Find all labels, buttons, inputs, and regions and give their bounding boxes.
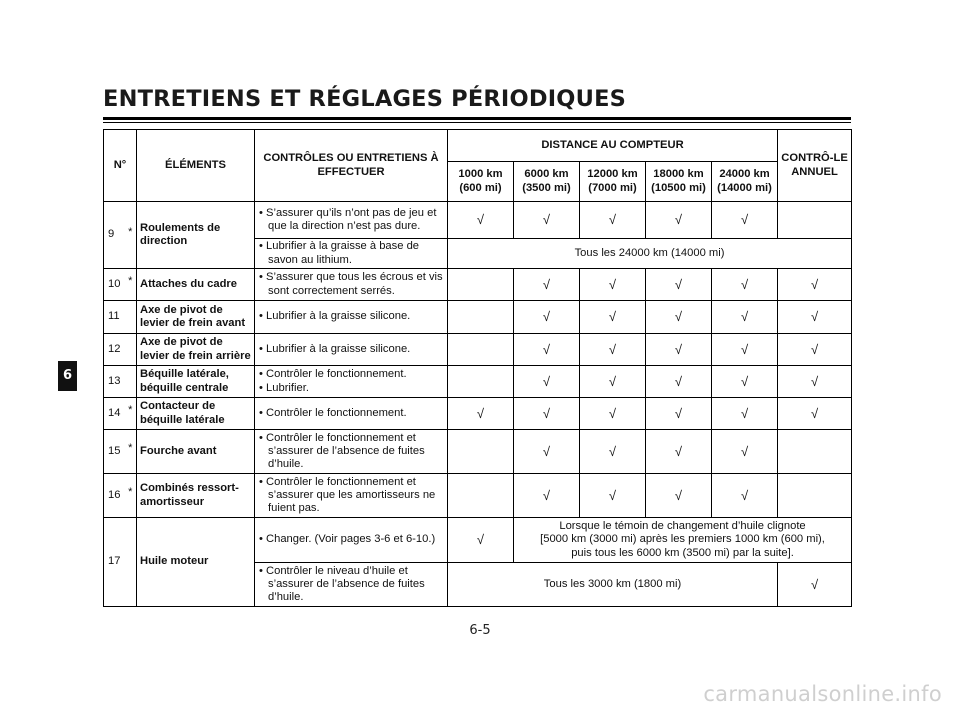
action-text: • Contrôler le fonctionnement et s’assurer de l’absence de fuites d’huile. <box>255 430 448 474</box>
check-mark: √ <box>514 334 580 366</box>
check-mark: √ <box>514 398 580 430</box>
empty-cell <box>448 430 514 474</box>
item-number: 13 <box>104 366 125 398</box>
header-distance: DISTANCE AU COMPTEUR <box>448 130 778 162</box>
header-km3: 12000 km (7000 mi) <box>580 162 646 202</box>
header-elements: ÉLÉMENTS <box>137 130 255 202</box>
header-number: N° <box>104 130 137 202</box>
element-label: Béquille latérale, béquille centrale <box>137 366 255 398</box>
table-row <box>104 301 852 334</box>
empty-cell <box>448 301 514 334</box>
check-mark: √ <box>778 301 852 334</box>
element-label: Contacteur de béquille latérale <box>137 398 255 430</box>
item-number: 9 <box>104 202 125 269</box>
check-mark: √ <box>778 563 852 607</box>
element-label: Axe de pivot de levier de frein avant <box>137 301 255 334</box>
action-text: • Contrôler le fonctionnement. <box>255 398 448 430</box>
asterisk-mark: * <box>125 269 137 301</box>
action-text: • Changer. (Voir pages 3-6 et 6-10.) <box>255 518 448 563</box>
check-mark: √ <box>712 202 778 239</box>
check-mark: √ <box>646 398 712 430</box>
action-text: • S’assurer qu’ils n’ont pas de jeu et que la direction n’est pas dure. <box>255 202 448 239</box>
element-label: Combinés ressort-amortisseur <box>137 474 255 518</box>
item-number: 11 <box>104 301 125 334</box>
check-mark: √ <box>712 301 778 334</box>
header-controls: CONTRÔLES OU ENTRETIENS À EFFECTUER <box>255 130 448 202</box>
item-number: 14 <box>104 398 125 430</box>
table-row <box>104 269 852 301</box>
element-label: Huile moteur <box>137 518 255 607</box>
check-mark: √ <box>646 202 712 239</box>
empty-cell <box>778 430 852 474</box>
check-mark: √ <box>514 301 580 334</box>
table-row <box>104 474 852 518</box>
asterisk-mark <box>125 301 137 334</box>
check-mark: √ <box>514 269 580 301</box>
check-mark: √ <box>712 430 778 474</box>
check-mark: √ <box>646 366 712 398</box>
element-label: Axe de pivot de levier de frein arrière <box>137 334 255 366</box>
action-text: • Contrôler le fonctionnement. • Lubrifier. <box>255 366 448 398</box>
empty-cell <box>448 474 514 518</box>
asterisk-mark <box>125 334 137 366</box>
header-km5: 24000 km (14000 mi) <box>712 162 778 202</box>
asterisk-mark: * <box>125 430 137 474</box>
item-number: 17 <box>104 518 125 607</box>
interval-text: Tous les 3000 km (1800 mi) <box>448 563 778 607</box>
check-mark: √ <box>514 202 580 239</box>
table-row <box>104 366 852 398</box>
element-label: Fourche avant <box>137 430 255 474</box>
check-mark: √ <box>712 334 778 366</box>
check-mark: √ <box>778 334 852 366</box>
interval-text: Lorsque le témoin de changement d’huile clignote [5000 km (3000 mi) après les premiers 1000 km (600 mi), puis tous les 6000 km (3500 mi) par la suite]. <box>514 518 852 563</box>
empty-cell <box>448 269 514 301</box>
asterisk-mark: * <box>125 398 137 430</box>
check-mark: √ <box>448 518 514 563</box>
item-number: 16 <box>104 474 125 518</box>
header-km1: 1000 km (600 mi) <box>448 162 514 202</box>
check-mark: √ <box>448 202 514 239</box>
check-mark: √ <box>712 474 778 518</box>
empty-cell <box>448 366 514 398</box>
asterisk-mark: * <box>125 474 137 518</box>
interval-text: Tous les 24000 km (14000 mi) <box>448 239 852 269</box>
check-mark: √ <box>646 430 712 474</box>
action-text: • S’assurer que tous les écrous et vis sont correctement serrés. <box>255 269 448 301</box>
table-row <box>104 202 852 239</box>
element-label: Attaches du cadre <box>137 269 255 301</box>
asterisk-mark: * <box>125 202 137 269</box>
header-row-1 <box>104 130 852 162</box>
action-text: • Contrôler le fonctionnement et s’assurer que les amortisseurs ne fuient pas. <box>255 474 448 518</box>
page-number: 6-5 <box>469 623 491 638</box>
check-mark: √ <box>580 474 646 518</box>
check-mark: √ <box>580 301 646 334</box>
check-mark: √ <box>646 269 712 301</box>
check-mark: √ <box>580 269 646 301</box>
header-km2: 6000 km (3500 mi) <box>514 162 580 202</box>
check-mark: √ <box>514 430 580 474</box>
action-text: • Lubrifier à la graisse silicone. <box>255 334 448 366</box>
empty-cell <box>448 334 514 366</box>
table-row <box>104 518 852 563</box>
table-row <box>104 430 852 474</box>
check-mark: √ <box>646 474 712 518</box>
check-mark: √ <box>712 398 778 430</box>
item-number: 15 <box>104 430 125 474</box>
check-mark: √ <box>646 301 712 334</box>
table-row <box>104 398 852 430</box>
title-rule-thin <box>103 122 851 123</box>
watermark: carmanualsonline.info <box>703 682 942 706</box>
check-mark: √ <box>580 202 646 239</box>
check-mark: √ <box>580 334 646 366</box>
asterisk-mark <box>125 366 137 398</box>
maintenance-table <box>103 129 852 607</box>
check-mark: √ <box>778 398 852 430</box>
item-number: 10 <box>104 269 125 301</box>
action-text: • Lubrifier à la graisse silicone. <box>255 301 448 334</box>
check-mark: √ <box>448 398 514 430</box>
check-mark: √ <box>514 366 580 398</box>
check-mark: √ <box>646 334 712 366</box>
chapter-tab: 6 <box>58 361 77 391</box>
title-rule-thick <box>103 117 851 120</box>
asterisk-mark <box>125 518 137 607</box>
check-mark: √ <box>580 398 646 430</box>
item-number: 12 <box>104 334 125 366</box>
table-row <box>104 334 852 366</box>
check-mark: √ <box>580 430 646 474</box>
check-mark: √ <box>778 269 852 301</box>
check-mark: √ <box>712 269 778 301</box>
header-km4: 18000 km (10500 mi) <box>646 162 712 202</box>
check-mark: √ <box>580 366 646 398</box>
page-title: ENTRETIENS ET RÉGLAGES PÉRIODIQUES <box>103 86 627 112</box>
empty-cell <box>778 202 852 239</box>
check-mark: √ <box>514 474 580 518</box>
element-label: Roulements de direction <box>137 202 255 269</box>
action-text: • Contrôler le niveau d’huile et s’assurer de l’absence de fuites d’huile. <box>255 563 448 607</box>
action-text: • Lubrifier à la graisse à base de savon au lithium. <box>255 239 448 269</box>
check-mark: √ <box>712 366 778 398</box>
check-mark: √ <box>778 366 852 398</box>
header-annual: CONTRÔ-LE ANNUEL <box>778 130 852 202</box>
empty-cell <box>778 474 852 518</box>
